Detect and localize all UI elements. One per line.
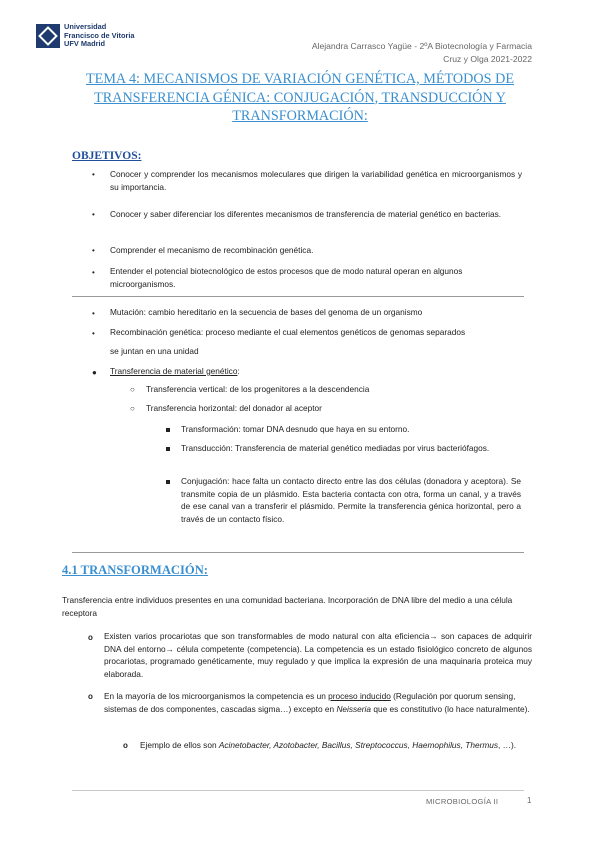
square-bullet-icon	[166, 447, 170, 451]
divider	[72, 296, 524, 297]
bullet-icon: •	[92, 268, 95, 277]
bullet-icon: •	[92, 329, 95, 338]
circle-bullet-icon: ○	[130, 385, 135, 394]
bullet-icon: •	[92, 246, 95, 255]
footer-subject: MICROBIOLOGÍA II	[426, 797, 499, 806]
objective-item: Entender el potencial biotecnológico de estos procesos que de modo natural operan en algunos microorganismos.	[110, 266, 463, 289]
university-emblem-icon	[36, 24, 60, 48]
credits-line: Cruz y Olga 2021-2022	[443, 54, 532, 64]
bullet-icon: ●	[92, 368, 97, 377]
bullet-icon: •	[92, 170, 95, 179]
horizontal-transfer: Transferencia horizontal: del donador al aceptor	[146, 403, 322, 413]
logo-text: Universidad Francisco de Vitoria UFV Madrid	[64, 22, 135, 49]
page-header	[312, 40, 532, 66]
document-title: TEMA 4: MECANISMOS DE VARIACIÓN GENÉTICA, MÉTODOS DE TRANSFERENCIA GÉNICA: CONJUGACIÓN, TRANSDUCCIÓN Y TRANSFORMACIÓN:	[85, 71, 514, 124]
author-line: Alejandra Carrasco Yagüe - 2ºA Biotecnología y Farmacia	[311, 41, 532, 51]
footer-divider	[72, 790, 524, 791]
transfer-heading: Transferencia de material genético:	[110, 366, 240, 376]
transduction-item: Transducción: Transferencia de material genético mediadas por virus bacteriófagos.	[181, 443, 490, 453]
objective-item: Conocer y comprender los mecanismos moleculares que dirigen la variabilidad genética en microorganismos y su importancia.	[110, 169, 522, 192]
mutation-definition: Mutación: cambio hereditario en la secuencia de bases del genoma de un organismo	[110, 307, 423, 317]
bullet-icon: •	[92, 309, 95, 318]
circle-bullet-icon: o	[88, 633, 93, 642]
circle-bullet-icon: ○	[130, 404, 135, 413]
circle-bullet-icon: o	[123, 741, 128, 750]
transformation-item: Transformación: tomar DNA desnudo que haya en su entorno.	[181, 424, 410, 434]
bullet-icon: •	[92, 210, 95, 219]
vertical-transfer: Transferencia vertical: de los progenitores a la descendencia	[146, 384, 370, 394]
circle-bullet-icon: o	[88, 692, 93, 701]
objectives-heading: OBJETIVOS:	[72, 150, 142, 162]
recombination-definition-cont: se juntan en una unidad	[110, 346, 199, 356]
section-heading: 4.1 TRANSFORMACIÓN:	[62, 563, 208, 577]
objective-item: Comprender el mecanismo de recombinación genética.	[110, 245, 314, 255]
section-paragraph-2: En la mayoría de los microorganismos la competencia es un proceso inducido (Regulación por quorum sensing, sistemas de dos componentes, cascadas sigma…) excepto en Neisseria que es constitutivo (lo hace naturalmente).	[104, 691, 530, 714]
section-paragraph-1: Existen varios procariotas que son transformables de modo natural con alta eficiencia→ son capaces de adquirir DNA del entorno→ célula competente (competencia). La competencia es un estado fisiológico concreto de algunos procariotas, programado genéticamente, muy regulado y que implica la expresión de una maquinaria proteica muy elaborada.	[104, 631, 532, 679]
conjugation-item: Conjugación: hace falta un contacto directo entre las dos células (donadora y aceptora). Se transmite copia de un plásmido. Esta bacteria contacta con otra, forma un canal, y a través de ese canal van a transferir el plásmido. Permite la transferencia génica horizontal, pero a través de un contacto físico.	[181, 476, 521, 524]
divider	[72, 552, 524, 553]
square-bullet-icon	[166, 480, 170, 484]
objective-item: Conocer y saber diferenciar los diferentes mecanismos de transferencia de material genético en bacterias.	[110, 209, 502, 219]
section-intro: Transferencia entre individuos presentes en una comunidad bacteriana. Incorporación de DNA libre del medio a una célula receptora	[62, 595, 513, 618]
recombination-definition: Recombinación genética: proceso mediante el cual elementos genéticos de genomas separados	[110, 327, 466, 337]
square-bullet-icon	[166, 428, 170, 432]
university-logo	[36, 22, 136, 52]
page-number: 1	[527, 796, 532, 805]
section-paragraph-3: Ejemplo de ellos son Acinetobacter, Azotobacter, Bacillus, Streptococcus, Haemophilus, Thermus, …).	[140, 740, 517, 750]
